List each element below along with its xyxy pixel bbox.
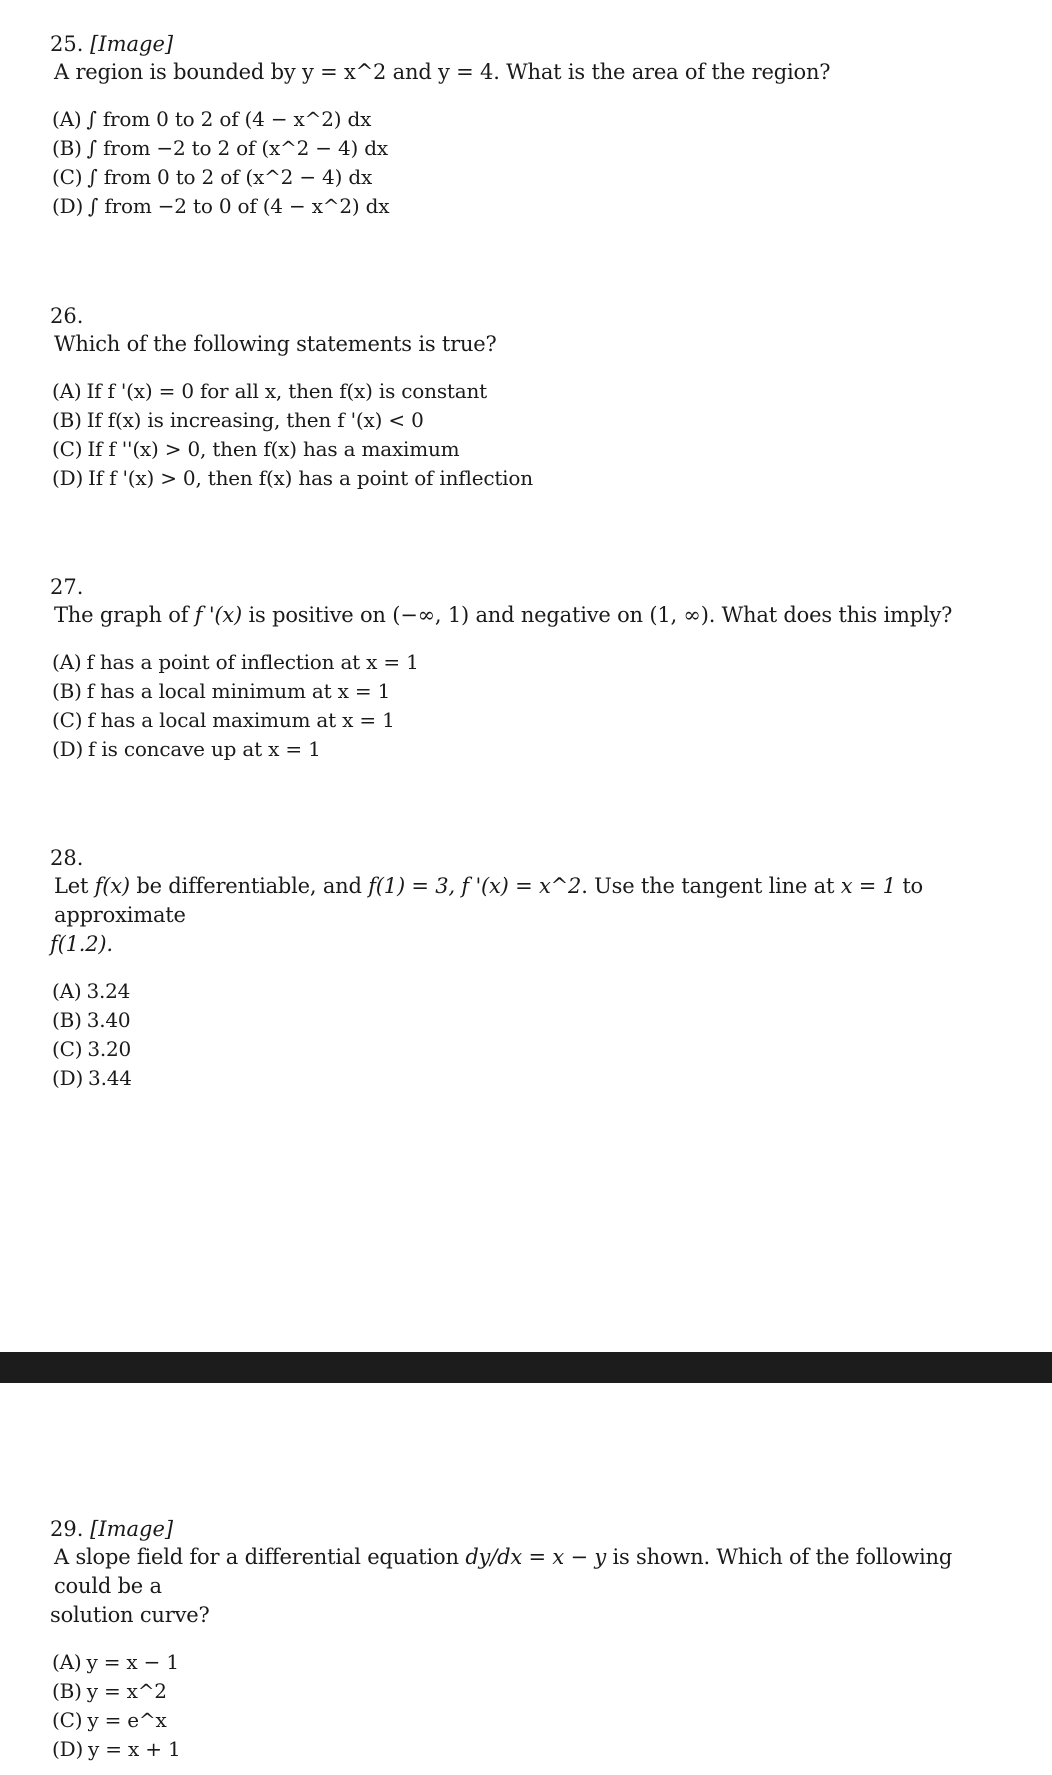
question-stem: A region is bounded by y = x^2 and y = 4. What is the area of the region? (54, 60, 831, 84)
answer-choices (50, 1648, 1010, 1764)
question-number: 28. (50, 846, 84, 870)
choice-d[interactable]: (D) y = x + 1 (52, 1737, 181, 1761)
question-number: 26. (50, 304, 84, 328)
question-26 (50, 302, 1010, 493)
question-stem: Which of the following statements is true? (54, 332, 497, 356)
choice-b[interactable]: (B) y = x^2 (52, 1679, 167, 1703)
choice-a[interactable]: (A) f has a point of inflection at x = 1 (52, 650, 419, 674)
question-number: 29. [Image] (50, 1517, 174, 1541)
answer-choices (50, 105, 1010, 221)
image-placeholder-tag: [Image] (90, 1517, 174, 1541)
choice-b[interactable]: (B) If f(x) is increasing, then f '(x) < 0 (52, 408, 424, 432)
question-29 (50, 1515, 1010, 1764)
choice-d[interactable]: (D) If f '(x) > 0, then f(x) has a point of inflection (52, 466, 533, 490)
choice-a[interactable]: (A) If f '(x) = 0 for all x, then f(x) is constant (52, 379, 487, 403)
choice-b[interactable]: (B) f has a local minimum at x = 1 (52, 679, 391, 703)
choice-d[interactable]: (D) 3.44 (52, 1066, 132, 1090)
image-placeholder-tag: [Image] (90, 32, 174, 56)
choice-a[interactable]: (A) ∫ from 0 to 2 of (4 − x^2) dx (52, 107, 372, 131)
answer-choices (50, 977, 1010, 1093)
page-bottom (0, 1383, 1052, 1775)
choice-b[interactable]: (B) 3.40 (52, 1008, 131, 1032)
question-number: 25. [Image] (50, 32, 174, 56)
question-27 (50, 573, 1010, 764)
answer-choices (50, 377, 1010, 493)
choice-c[interactable]: (C) If f ''(x) > 0, then f(x) has a maximum (52, 437, 460, 461)
answer-choices (50, 648, 1010, 764)
choice-c[interactable]: (C) ∫ from 0 to 2 of (x^2 − 4) dx (52, 165, 373, 189)
question-stem: A slope field for a differential equation dy/dx = x − y is shown. Which of the following could be a solution curve? (50, 1545, 953, 1627)
page-divider-bar (0, 1352, 1052, 1383)
choice-a[interactable]: (A) 3.24 (52, 979, 131, 1003)
question-stem: The graph of f '(x) is positive on (−∞, 1) and negative on (1, ∞). What does this imply? (54, 603, 953, 627)
choice-d[interactable]: (D) ∫ from −2 to 0 of (4 − x^2) dx (52, 194, 390, 218)
choice-c[interactable]: (C) 3.20 (52, 1037, 132, 1061)
choice-b[interactable]: (B) ∫ from −2 to 2 of (x^2 − 4) dx (52, 136, 388, 160)
question-stem: Let f(x) be differentiable, and f(1) = 3, f '(x) = x^2. Use the tangent line at x = 1 to approximate f(1.2). (50, 874, 924, 956)
choice-d[interactable]: (D) f is concave up at x = 1 (52, 737, 321, 761)
question-28 (50, 844, 1010, 1093)
question-number: 27. (50, 575, 84, 599)
question-25 (50, 30, 1010, 221)
choice-c[interactable]: (C) y = e^x (52, 1708, 167, 1732)
choice-c[interactable]: (C) f has a local maximum at x = 1 (52, 708, 395, 732)
choice-a[interactable]: (A) y = x − 1 (52, 1650, 179, 1674)
